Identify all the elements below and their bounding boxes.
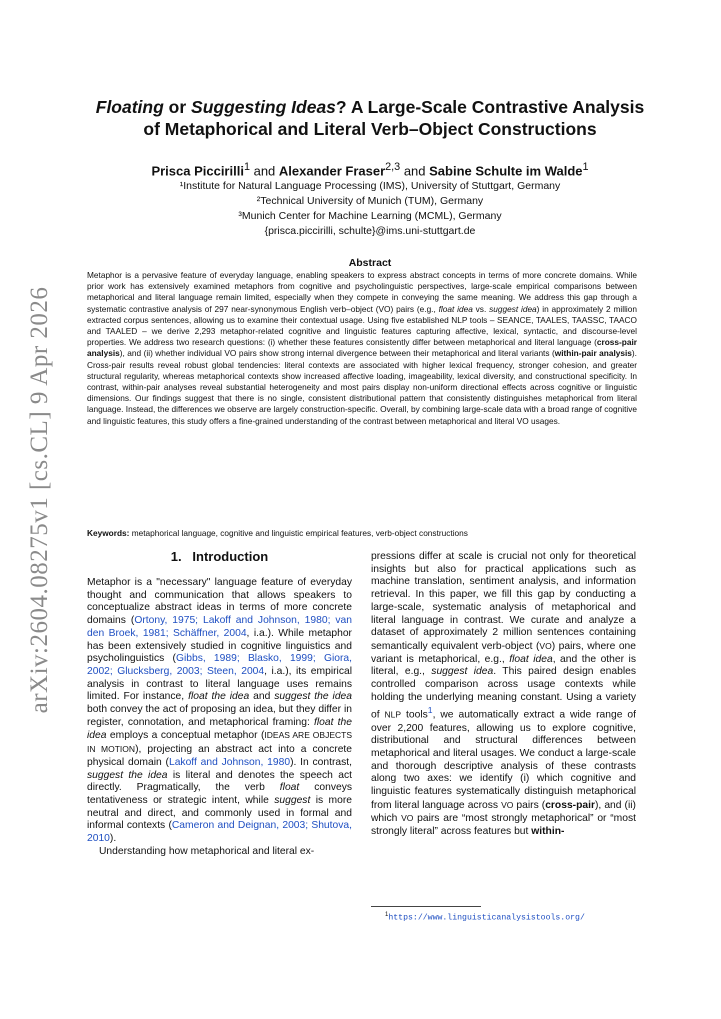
text: ), projecting an abstract act into a concrete physical domain (: [87, 744, 353, 768]
title-part: or: [163, 97, 192, 117]
abstract-text: ) in approximately 2 million extracted corpus sentences, allowing us to examine their contextual usage. Using five established NLP tools – SEANCE, TAALES, TAASSC, TAACO and TAALED – we derive 2,293 metaphor-related cognitive and linguistic features capturing affective, lexical, syntactic, and discourse-level properties. We address two research questions: (i) whether these features consistently differ between metaphorical and literal language (: [87, 303, 637, 348]
example: float: [279, 782, 300, 794]
abstract-text: vs.: [472, 303, 490, 314]
text: pressions differ at scale is crucial not only for theoretical insights but also for practical applications such as machine translation, sentiment analysis, and information retrieval. In this paper, we fill this gap by conducting a large-scale, systematic analysis of metaphorical and literal language in contrast. We curate and analyze a dataset of approximately 2 million sentences containing semantically equivalent verb-object (: [371, 551, 636, 652]
citation-link[interactable]: Cameron and Deignan, 2003; Shutova, 2010: [87, 820, 352, 845]
keywords: [87, 528, 647, 538]
paper-title: [70, 96, 670, 140]
affil-mark: 2,3: [385, 161, 401, 173]
abstract-text: Metaphor is a pervasive feature of everyday language, enabling speakers to express abstract concepts in terms of more concrete domains. While prior work has extensively examined metaphors from cognitive and psycholinguistic perspectives, large-scale empirical comparisons between metaphorical and literal language remain limited, especially when they compete in conveying the same meaning. We address this gap through a systematic contrastive analysis of 297 near-synonymous English verb–object (VO) pairs (e.g.,: [87, 270, 637, 314]
footnote: [385, 912, 585, 923]
text: , i.a.). While metaphor has been extensively studied in cognitive linguistics and psycholinguistics (: [87, 627, 352, 665]
text: is more neutral and direct, and commonly used in formal and informal contexts (: [87, 794, 352, 832]
keywords-text: metaphorical language, cognitive and linguistic empirical features, verb-object constructions: [129, 528, 468, 538]
paragraph: Understanding how metaphorical and literal ex-: [99, 845, 315, 857]
author-name: Prisca Piccirilli: [151, 163, 244, 179]
footnote-number: 1: [385, 912, 389, 918]
text: and: [249, 691, 275, 703]
example: float the idea: [188, 691, 250, 703]
footnote-link[interactable]: https://www.linguisticanalysistools.org/: [388, 913, 585, 923]
title-part: Floating: [95, 97, 164, 117]
title-part: ? A Large-Scale Contrastive Analysis: [335, 97, 645, 117]
abstract-body: [87, 270, 637, 427]
example: float idea: [509, 653, 553, 665]
abstract-example: float idea: [438, 303, 473, 314]
emphasis: within-: [531, 826, 565, 838]
text: , we automatically extract a wide range of over 2,200 features, allowing us to explore cognitive, distributional and structural differences between metaphorical and literal usages. We conduct a large-scale and thorough descriptive analysis of these contrasts along two axes: we identify (i) which cognitive and linguistic features systematically distinguish metaphorical from literal language across: [371, 709, 636, 811]
paragraph: [87, 577, 352, 846]
section-title: Introduction: [192, 549, 269, 564]
abstract-text: ). Cross-pair results reveal robust global tendencies: literal contexts are associated with higher lexical frequency, stronger cohesion, and greater structural regularity, whereas metaphorical contexts show increased affective loading, imageability, lexical diversity, and constructional specificity. In contrast, within-pair analyses reveal substantial heterogeneity and most pairs display non-uniform directional effects across cognitive or linguistic dimensions. Our findings suggest that there is no single, consistent distributional pattern that consistently distinguishes metaphorical from literal language. Instead, the differences we observe are largely construction-specific. Overall, by combining large-scale data with a broad range of cognitive and linguistic features, this study offers a fine-grained understanding of the contrast between metaphorical and literal VO usages.: [87, 348, 637, 426]
citation-link[interactable]: Gibbs, 1989; Blasko, 1999; Giora, 2002; Glucksberg, 2003; Steen, 2004: [87, 653, 352, 677]
footnote-divider: [371, 906, 481, 907]
text: pairs are “most strongly metaphorical” or “most strongly literal” across features but: [371, 813, 636, 838]
section-number: 1.: [170, 549, 182, 564]
small-caps: VO: [539, 640, 552, 651]
section-heading: [87, 549, 352, 564]
author-list: [70, 161, 670, 178]
text: is literal and denotes the speech act directly. Pragmatically, the verb: [87, 769, 352, 794]
text: conveys tentativeness or strategic intent, while: [87, 782, 352, 806]
example: float the idea: [87, 716, 352, 742]
author-sep: and: [249, 163, 279, 179]
footnote-marker[interactable]: 1: [427, 705, 433, 716]
affil-mark: 1: [582, 161, 589, 173]
text: , and the other is literal, e.g.,: [371, 653, 636, 678]
text: tools: [401, 709, 428, 721]
author-emails: {prisca.piccirilli, schulte}@ims.uni-stuttgart.de: [264, 225, 476, 237]
text: ).: [109, 833, 117, 845]
affiliation-line: ³Munich Center for Machine Learning (MCML), Germany: [238, 210, 502, 222]
example: suggest the idea: [87, 769, 168, 781]
keywords-label: Keywords:: [87, 528, 130, 538]
affiliation-line: ¹Institute for Natural Language Processing (IMS), University of Stuttgart, Germany: [179, 180, 561, 192]
affiliations: [70, 179, 670, 239]
example: suggest the idea: [274, 691, 353, 703]
text: ) pairs, where one variant is metaphorical, e.g.,: [371, 640, 636, 665]
arxiv-identifier: [20, 286, 60, 714]
text: pairs (: [513, 799, 546, 811]
title-line2: of Metaphorical and Literal Verb–Object Constructions: [143, 119, 597, 139]
author-name: Alexander Fraser: [278, 163, 386, 179]
text: , i.a.), its empirical analysis in contrast to literal language uses remains limited. For instance,: [87, 665, 353, 703]
text: both convey the act of proposing an idea, but they differ in register, connotation, and metaphorical framing:: [87, 704, 352, 728]
abstract-heading: Abstract: [348, 257, 392, 269]
emphasis: cross-pair: [545, 799, 595, 811]
text: ), and (ii) which: [371, 799, 636, 825]
text: Metaphor is a "necessary" language feature of everyday thought and communication that allows speakers to conceptualize abstract ideas in terms of more concrete domains (: [87, 577, 352, 627]
arxiv-id-text: arXiv:2604.08275v1 [cs.CL] 9 Apr 2026: [26, 286, 53, 714]
abstract-emphasis: cross-pair analysis: [87, 337, 637, 359]
abstract-emphasis: within-pair analysis: [554, 348, 632, 359]
affil-mark: 1: [243, 161, 250, 173]
citation-link[interactable]: Lakoff and Johnson, 1980: [168, 756, 291, 768]
citation-link[interactable]: Ortony, 1975; Lakoff and Johnson, 1980; van den Broek, 1981; Schäffner, 2004: [87, 615, 352, 639]
example: suggest idea: [431, 666, 494, 678]
right-column: [371, 551, 636, 839]
left-column: [87, 577, 352, 858]
text: employs a conceptual metaphor (: [106, 730, 265, 742]
author-sep: and: [400, 163, 430, 179]
small-caps: IDEAS ARE OBJECTS IN MOTION: [87, 730, 352, 755]
affiliation-line: ²Technical University of Munich (TUM), Germany: [256, 195, 484, 207]
paragraph: [371, 551, 636, 839]
text: ). In contrast,: [290, 756, 352, 768]
text: . This paired design enables controlled comparison across usage contexts while holding the underlying meaning constant. Using a variety of: [371, 666, 636, 721]
abstract-text: ), and (ii) whether individual VO pairs show strong internal divergence between their metaphorical and literal variants (: [119, 348, 555, 359]
example: suggest: [274, 794, 311, 806]
small-caps: VO: [501, 799, 514, 810]
small-caps: VO: [401, 813, 414, 824]
title-part: Suggesting Ideas: [191, 97, 336, 117]
small-caps: NLP: [384, 709, 402, 720]
author-name: Sabine Schulte im Walde: [429, 163, 583, 179]
abstract-example: suggest idea: [489, 303, 537, 314]
